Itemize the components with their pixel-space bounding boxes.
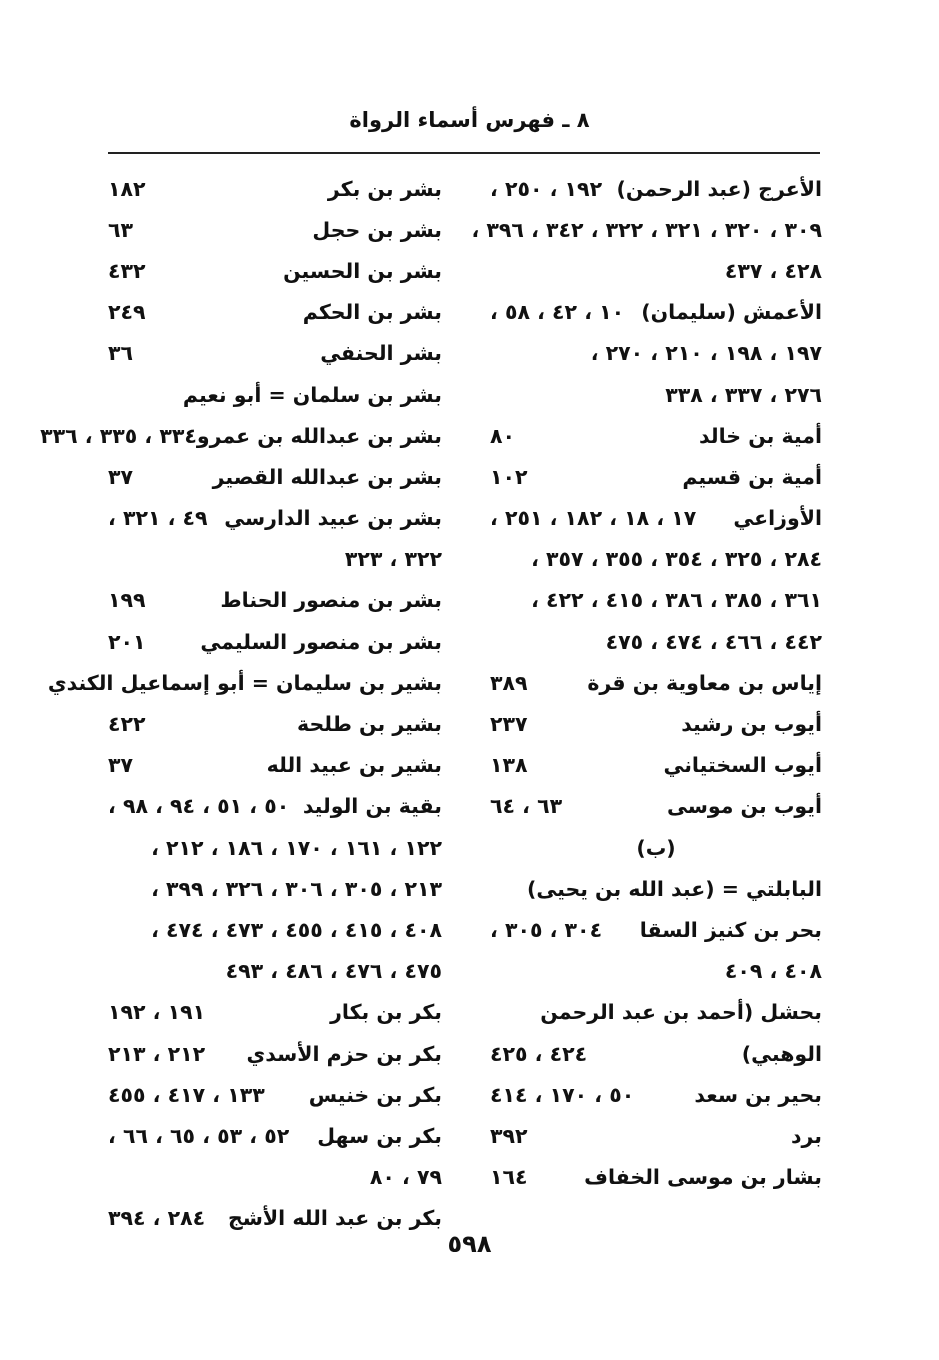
narrator-name: بشر بن عبدالله القصير (212, 464, 442, 489)
index-entry (490, 745, 822, 786)
page-references: ١٠٢ (490, 464, 528, 489)
narrator-name: أمية بن خالد (699, 423, 822, 448)
index-entry (108, 292, 442, 333)
page-references: ٣٩٢ (490, 1123, 528, 1148)
page-references: ٤٧٥ ، ٤٧٦ ، ٤٨٦ ، ٤٩٣ (225, 959, 442, 984)
page-references: ٥٠ ، ٥١ ، ٩٤ ، ٩٨ ، (108, 794, 290, 819)
narrator-name: الأعمش (سليمان) (641, 300, 822, 325)
narrator-name: الأوزاعي (733, 506, 822, 531)
index-entry (490, 1115, 822, 1156)
page-references: ١٧ ، ١٨ ، ١٨٢ ، ٢٥١ ، (490, 506, 697, 531)
index-entry (490, 827, 822, 868)
index-column-left (40, 168, 442, 1239)
narrator-name: بقية بن الوليد (302, 794, 442, 819)
page-references: ٢٨٤ ، ٣٩٤ (108, 1206, 206, 1231)
narrator-name: برد (791, 1123, 822, 1148)
page-references: ٣٦١ ، ٣٨٥ ، ٣٨٦ ، ٤١٥ ، ٤٢٢ ، (531, 588, 822, 613)
narrator-name: أمية بن قسيم (682, 464, 822, 489)
page-references: ٢٣٧ (490, 712, 528, 737)
page-references: ٣٦ (108, 341, 134, 366)
index-entry (490, 703, 822, 744)
narrator-name: البابلتي = (عبد الله بن يحيى) (526, 876, 822, 901)
index-entry (108, 745, 442, 786)
index-entry (490, 1074, 822, 1115)
narrator-name: بحشل (أحمد بن عبد الرحمن (540, 1000, 822, 1025)
page-references: ٣٨٩ (490, 670, 528, 695)
page-references: ٢١٢ ، ٢١٣ (108, 1041, 206, 1066)
page-references: ٣٠٩ ، ٣٢٠ ، ٣٢١ ، ٣٢٢ ، ٣٤٢ ، ٣٩٦ ، (471, 217, 822, 242)
narrator-name: بشر بن منصور السليمي (200, 629, 442, 654)
page-references: ٢٧٦ ، ٣٣٧ ، ٣٣٨ (665, 382, 822, 407)
narrator-name: بحير بن سعد (694, 1082, 822, 1107)
narrator-name: بشر بن منصور الحناط (220, 588, 442, 613)
narrator-name: بشير بن عبيد الله (266, 753, 442, 778)
page-references: ٢٨٤ ، ٣٢٥ ، ٣٥٤ ، ٣٥٥ ، ٣٥٧ ، (531, 547, 822, 572)
narrator-name: بشير بن سليمان = أبو إسماعيل الكندي (47, 670, 442, 695)
index-entry (40, 415, 442, 456)
page-references: ٥٢ ، ٥٣ ، ٦٥ ، ٦٦ ، (108, 1123, 290, 1148)
index-entry (490, 580, 822, 621)
index-entry (108, 456, 442, 497)
index-entry (490, 250, 822, 291)
page-references: ١٠ ، ٤٢ ، ٥٨ ، (490, 300, 625, 325)
page-references: ٤٢٢ (108, 712, 146, 737)
index-entry (108, 827, 442, 868)
index-entry (490, 951, 822, 992)
page-references: ٤٩ ، ٣٢١ ، (108, 506, 208, 531)
index-entry (108, 209, 442, 250)
narrator-name: إياس بن معاوية بن قرة (587, 670, 822, 695)
narrator-name: بشر بن عبيد الدارسي (224, 506, 442, 531)
narrator-name: بكر بن حزم الأسدي (246, 1041, 442, 1066)
page-references: ٤٠٨ ، ٤١٥ ، ٤٥٥ ، ٤٧٣ ، ٤٧٤ ، (151, 917, 442, 942)
narrator-name: بشر بن سلمان = أبو نعيم (182, 382, 442, 407)
index-column-right (471, 168, 822, 1198)
narrator-name: بشر الحنفي (320, 341, 442, 366)
narrator-name: بشر بن حجل (312, 217, 442, 242)
index-entry (108, 1074, 442, 1115)
narrator-name: بكر بن خنيس (308, 1082, 442, 1107)
page-references: ٢٠١ (108, 629, 146, 654)
page-references: ٣٠٤ ، ٣٠٥ ، (490, 917, 603, 942)
index-entry (47, 662, 442, 703)
narrator-name: بشر بن الحكم (302, 300, 442, 325)
index-entry (490, 539, 822, 580)
narrator-name: بحر بن كنيز السقا (639, 917, 822, 942)
page-references: ٢٤٩ (108, 300, 146, 325)
narrator-name: أيوب السختياني (663, 753, 822, 778)
page-references: ١٩٧ ، ١٩٨ ، ٢١٠ ، ٢٧٠ ، (590, 341, 822, 366)
page-references: ١٣٨ (490, 753, 528, 778)
index-entry (108, 703, 442, 744)
page-references: ١٣٣ ، ٤١٧ ، ٤٥٥ (108, 1082, 265, 1107)
index-entry (108, 1033, 442, 1074)
index-entry (490, 498, 822, 539)
narrator-name: بشار بن موسى الخفاف (584, 1165, 822, 1190)
narrator-name: الوهبي) (741, 1041, 822, 1066)
index-entry (108, 951, 442, 992)
index-entry (108, 868, 442, 909)
page-references: ٦٣ (108, 217, 134, 242)
page-references: ٨٠ (490, 423, 516, 448)
narrator-name: (ب) (636, 835, 676, 860)
page-references: ٤٠٨ ، ٤٠٩ (724, 959, 822, 984)
page-references: ١٨٢ (108, 176, 146, 201)
page-references: ٣٣٤ ، ٣٣٥ ، ٣٣٦ (40, 423, 197, 448)
index-entry (490, 662, 822, 703)
narrator-name: بشر بن الحسين (283, 258, 442, 283)
index-entry (108, 539, 442, 580)
page-references: ٣٧ (108, 464, 134, 489)
index-entry (108, 168, 442, 209)
index-entry (471, 209, 822, 250)
index-entry (108, 1157, 442, 1198)
page-references: ١٩٢ ، ٢٥٠ ، (490, 176, 603, 201)
page-references: ٦٣ ، ٦٤ (490, 794, 563, 819)
page-references: ٣٢٢ ، ٣٢٣ (344, 547, 442, 572)
narrator-name: أيوب بن رشيد (681, 712, 822, 737)
narrator-name: بكر بن سهل (317, 1123, 442, 1148)
index-entry (490, 1033, 822, 1074)
index-entry (490, 456, 822, 497)
index-entry (108, 1115, 442, 1156)
index-entry (108, 333, 442, 374)
index-entry (108, 374, 442, 415)
index-entry (108, 498, 442, 539)
page-number: ٥٩٨ (447, 1230, 492, 1258)
index-entry (108, 580, 442, 621)
index-entry (108, 909, 442, 950)
narrator-name: بشير بن طلحة (297, 712, 442, 737)
index-entry (490, 333, 822, 374)
index-entry (490, 868, 822, 909)
page-references: ٤٤٢ ، ٤٦٦ ، ٤٧٤ ، ٤٧٥ (605, 629, 822, 654)
index-entry (108, 992, 442, 1033)
page-references: ٣٧ (108, 753, 134, 778)
page-references: ٢١٣ ، ٣٠٥ ، ٣٠٦ ، ٣٢٦ ، ٣٩٩ ، (151, 876, 442, 901)
index-entry (490, 786, 822, 827)
index-entry (490, 1157, 822, 1198)
page-references: ١٩٩ (108, 588, 146, 613)
page-references: ٤٢٨ ، ٤٣٧ (724, 258, 822, 283)
page-references: ١٩١ ، ١٩٢ (108, 1000, 206, 1025)
narrator-name: أيوب بن موسى (666, 794, 822, 819)
page-references: ١٦٤ (490, 1165, 528, 1190)
narrator-name: بشر بن بكر (327, 176, 442, 201)
narrator-name: الأعرج (عبد الرحمن) (616, 176, 822, 201)
index-entry (490, 621, 822, 662)
index-entry (490, 168, 822, 209)
index-entry (490, 992, 822, 1033)
page-references: ٤٢٤ ، ٤٢٥ (490, 1041, 588, 1066)
narrator-name: بكر بن عبد الله الأشج (227, 1206, 442, 1231)
page-references: ١٢٢ ، ١٦١ ، ١٧٠ ، ١٨٦ ، ٢١٢ ، (151, 835, 442, 860)
index-entry (108, 786, 442, 827)
page-references: ٤٣٢ (108, 258, 146, 283)
narrator-name: بكر بن بكار (330, 1000, 442, 1025)
index-entry (108, 621, 442, 662)
index-entry (490, 415, 822, 456)
page-references: ٧٩ ، ٨٠ (369, 1165, 442, 1190)
index-entry (108, 250, 442, 291)
index-entry (490, 909, 822, 950)
page-title: ٨ ـ فهرس أسماء الرواة (349, 108, 590, 132)
index-entry (490, 292, 822, 333)
index-entry (490, 374, 822, 415)
narrator-name: بشر بن عبدالله بن عمرو (196, 423, 442, 448)
header-divider (108, 152, 820, 154)
page-references: ٥٠ ، ١٧٠ ، ٤١٤ (490, 1082, 635, 1107)
